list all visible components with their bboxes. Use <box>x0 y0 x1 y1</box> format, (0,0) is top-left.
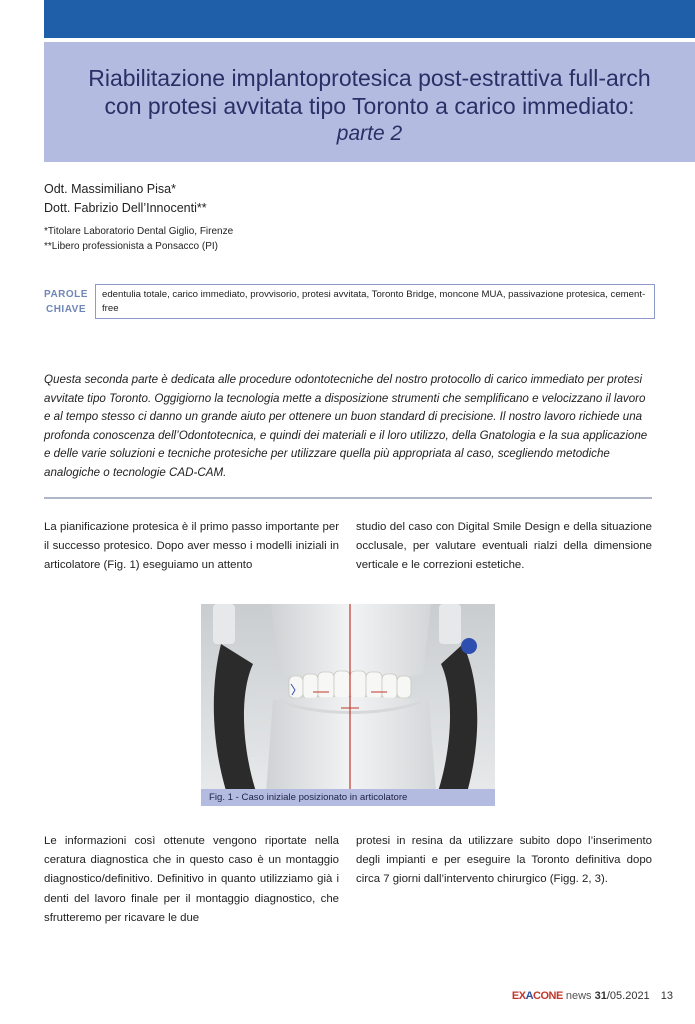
page-footer <box>512 990 673 1002</box>
articulator-photo <box>201 604 495 806</box>
body-column-2: studio del caso con Digital Smile Design e della situazione occlusale, per valutare eventuali rialzi della dimensione verticale e le correzioni estetiche. <box>356 521 652 572</box>
page-number: 13 <box>660 990 673 1002</box>
title-part: parte 2 <box>336 122 403 145</box>
article-title <box>44 64 695 120</box>
keywords-label-line-2: CHIAVE <box>45 304 87 315</box>
keywords-label <box>44 287 88 317</box>
affiliations <box>44 224 233 254</box>
magazine-news: news <box>565 990 592 1002</box>
issue-number: 31 <box>594 990 607 1002</box>
abstract: Questa seconda parte è dedicata alle procedure odontotecniche del nostro protocollo di carico immediato per protesi avvitate tipo Toronto. Oggigiorno la tecnologia mette a disposizione strumenti che semplificano e velocizzano il lavoro e al tempo stesso ci danno un grande aiuto per ottenere un buon standard di precisione. Il nostro lavoro richiede una profonda conoscenza dell’Odontotecnica, e quindi dei materiali e il loro utilizzo, della Gnatologia e la sua applicazione e delle varie soluzioni e tecniche protesiche per utilizzare quella più appropriata al caso, scegliendo metodiche analogiche o tecnologie CAD-CAM. <box>44 373 648 479</box>
issue-date: /05.2021 <box>606 990 650 1002</box>
body-column-3: Le informazioni così ottenute vengono riportate nella ceratura diagnostica che in questo caso è un montaggio diagnostico/definitivo. Definitivo in quanto utilizziamo già i denti del lavoro finale per il montaggio diagnostico, che sfrutteremo per ricavare le due <box>44 835 339 924</box>
section-divider <box>44 497 652 499</box>
figure-1-image <box>201 604 495 806</box>
figure-1-caption: Fig. 1 - Caso iniziale posizionato in articolatore <box>201 789 495 806</box>
magazine-logo: EXACONE <box>511 990 563 1002</box>
body-column-1: La pianificazione protesica è il primo passo importante per il successo protesico. Dopo aver messo i modelli iniziali in articolatore (Fig. 1) eseguiamo un attento <box>44 521 339 572</box>
affiliation-2: **Libero professionista a Ponsacco (PI) <box>44 241 218 252</box>
authors <box>44 180 207 218</box>
author-2: Dott. Fabrizio Dell’Innocenti** <box>44 201 207 215</box>
body-column-4: protesi in resina da utilizzare subito dopo l’inserimento degli impianti e per eseguire la Toronto definitiva dopo circa 7 giorni dall’intervento chirurgico (Figg. 2, 3). <box>356 835 652 886</box>
affiliation-1: *Titolare Laboratorio Dental Giglio, Firenze <box>44 226 234 237</box>
author-1: Odt. Massimiliano Pisa* <box>44 182 176 196</box>
title-line-1: Riabilitazione implantoprotesica post-estrattiva full-arch <box>88 65 651 91</box>
keywords-box: edentulia totale, carico immediato, provvisorio, protesi avvitata, Toronto Bridge, moncone MUA, passivazione protesica, cement-free <box>95 284 655 319</box>
title-box <box>44 42 695 162</box>
keywords-label-line-1: PAROLE <box>44 289 88 300</box>
header-bar <box>44 0 695 38</box>
title-line-2: con protesi avvitata tipo Toronto a carico immediato: <box>104 93 635 119</box>
